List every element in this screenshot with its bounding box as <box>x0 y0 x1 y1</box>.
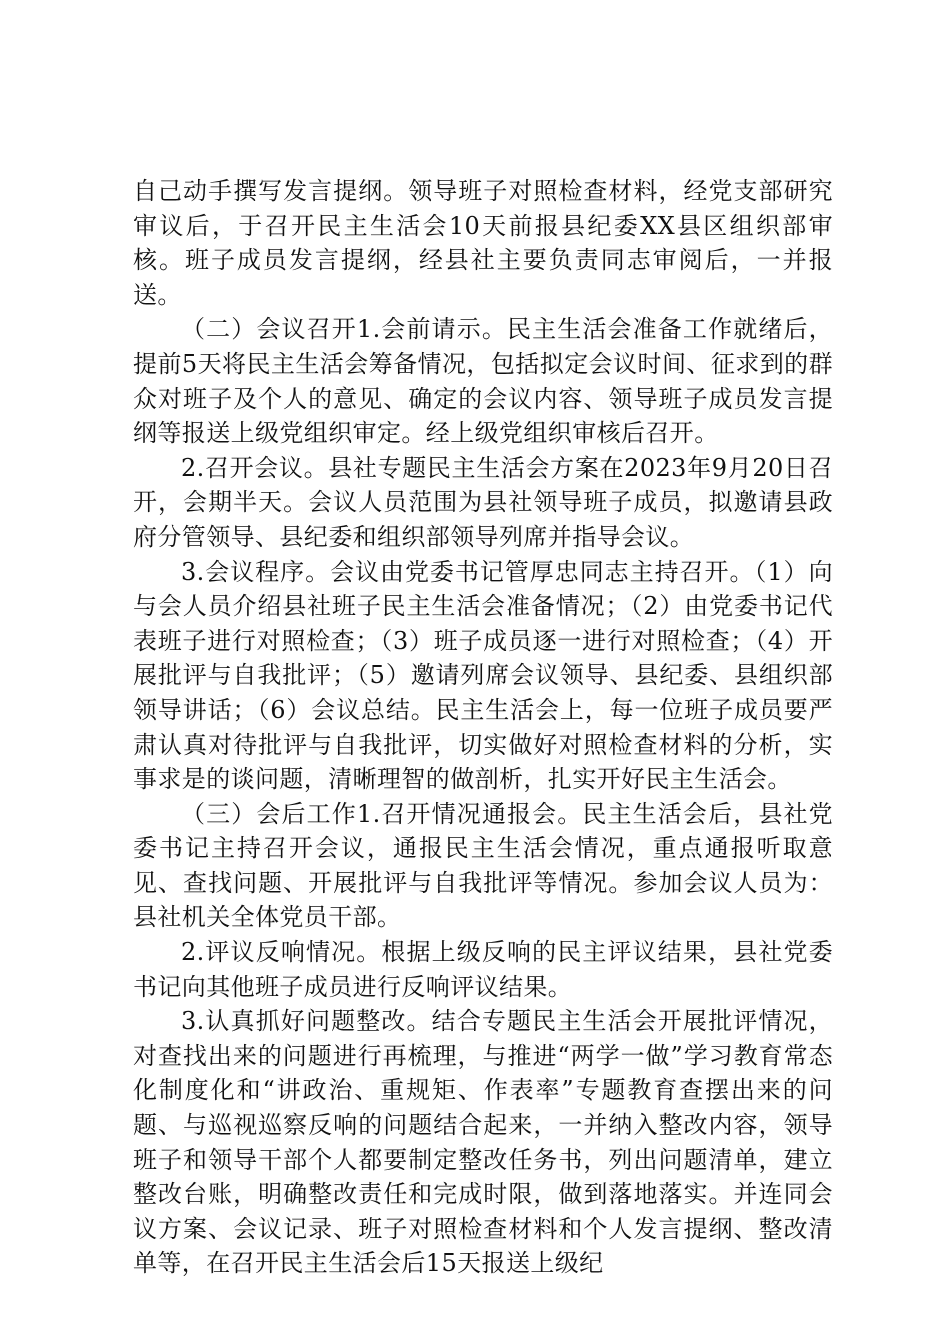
paragraph-6: 2.评议反响情况。根据上级反响的民主评议结果，县社党委书记向其他班子成员进行反响评议结果。 <box>133 938 833 1001</box>
paragraph-7: 3.认真抓好问题整改。结合专题民主生活会开展批评情况，对查找出来的问题进行再梳理，与推进“两学一做”学习教育常态化制度化和“讲政治、重规矩、作表率”专题教育查摆出来的问题、与巡视巡察反响的问题结合起来，一并纳入整改内容，领导班子和领导干部个人都要制定整改任务书，列出问题清单，建立整改台账，明确整改责任和完成时限，做到落地落实。并连同会议方案、会议记录、班子对照检查材料和个人发言提纲、整改清单等，在召开民主生活会后15天报送上级纪 <box>133 1007 833 1278</box>
paragraph-3: 2.召开会议。县社专题民主生活会方案在2023年9月20日召开，会期半天。会议人员范围为县社领导班子成员，拟邀请县政府分管领导、县纪委和组织部领导列席并指导会议。 <box>133 453 833 551</box>
paragraph-1: 自己动手撰写发言提纲。领导班子对照检查材料，经党支部研究审议后，于召开民主生活会10天前报县纪委XX县区组织部审核。班子成员发言提纲，经县社主要负责同志审阅后，一并报送。 <box>133 177 833 309</box>
paragraph-4: 3.会议程序。会议由党委书记管厚忠同志主持召开。（1）向与会人员介绍县社班子民主生活会准备情况；（2）由党委书记代表班子进行对照检查；（3）班子成员逐一进行对照检查；（4）开展批评与自我批评；（5）邀请列席会议领导、县纪委、县组织部领导讲话；（6）会议总结。民主生活会上，每一位班子成员要严肃认真对待批评与自我批评，切实做好对照检查材料的分析，实事求是的谈问题，清晰理智的做剖析，扎实开好民主生活会。 <box>133 557 833 794</box>
paragraph-5: （三）会后工作1.召开情况通报会。民主生活会后，县社党委书记主持召开会议，通报民主生活会情况，重点通报听取意见、查找问题、开展批评与自我批评等情况。参加会议人员为：县社机关全体党员干部。 <box>133 799 833 932</box>
paragraph-2: （二）会议召开1.会前请示。民主生活会准备工作就绪后，提前5天将民主生活会筹备情况，包括拟定会议时间、征求到的群众对班子及个人的意见、确定的会议内容、领导班子成员发言提纲等报送上级党组织审定。经上级党组织审核后召开。 <box>133 315 833 448</box>
document-body <box>133 174 833 1281</box>
